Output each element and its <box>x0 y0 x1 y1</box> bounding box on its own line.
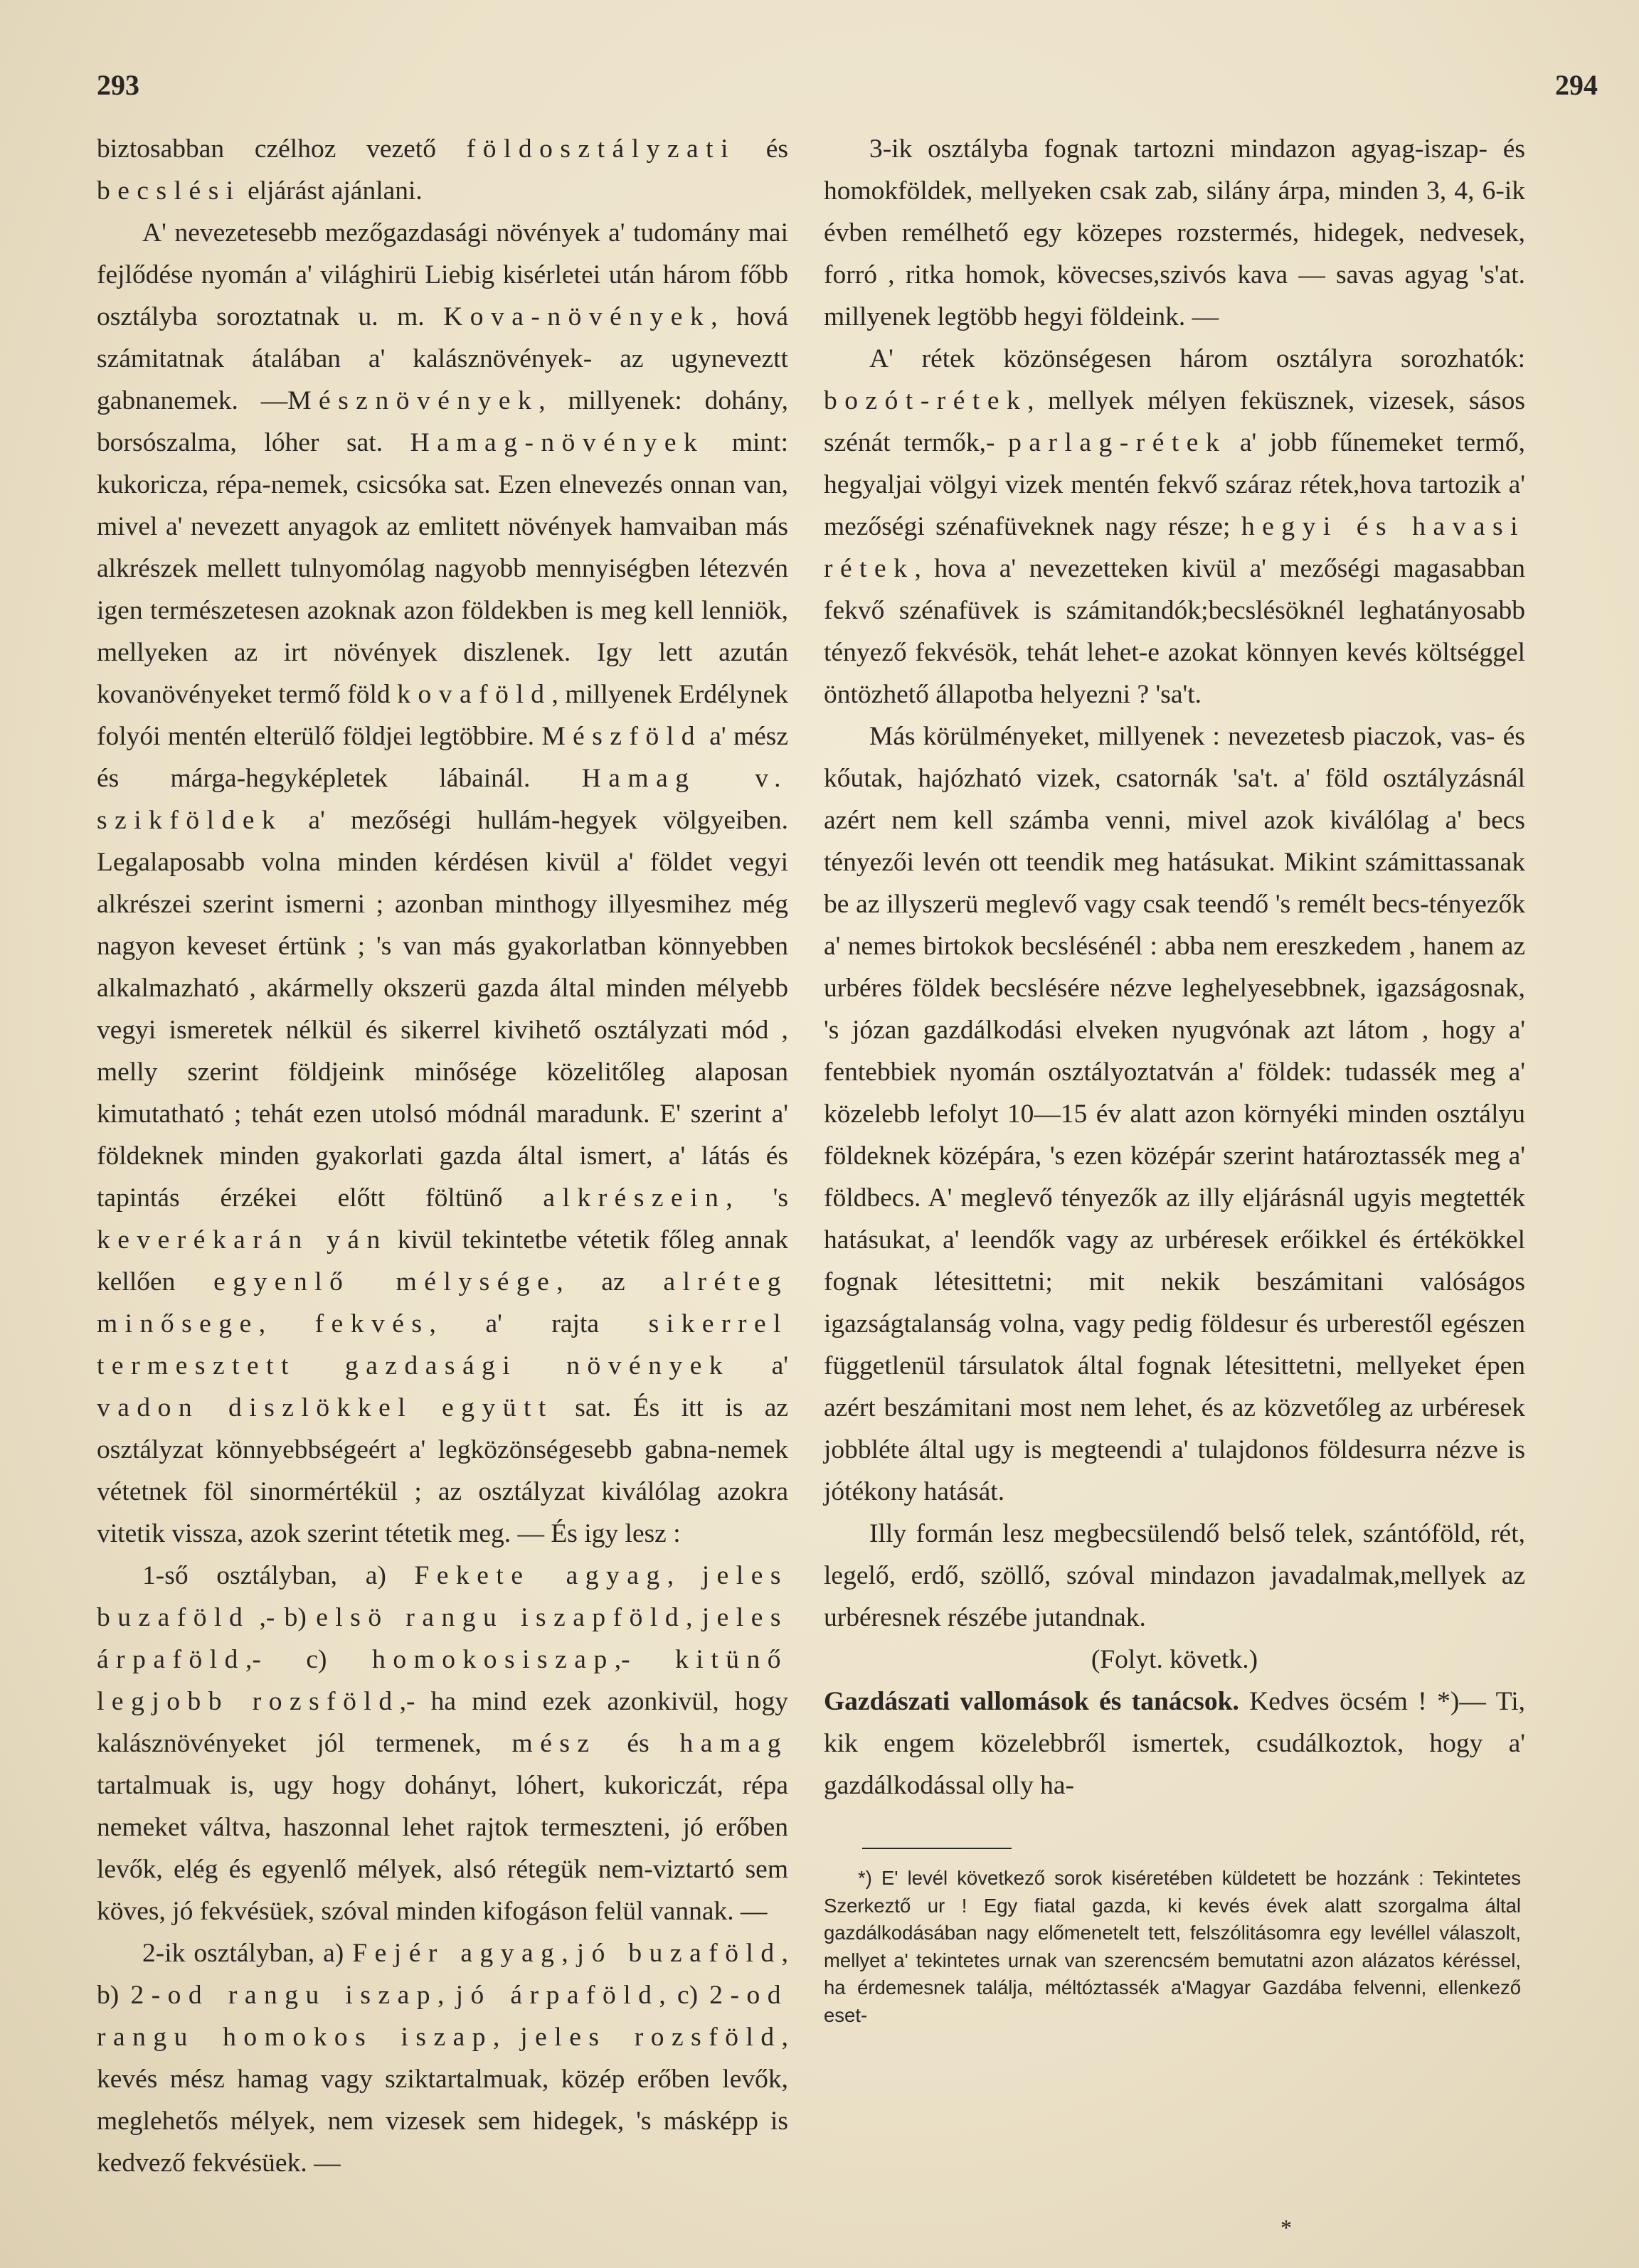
text-run: Illy formán lesz megbecsülendő belső telek, szántóföld, rét, legelő, erdő, szöllő, szóval mindazon javadalmak,mellyek az urbéresnek részébe jutandnak. <box>824 1519 1525 1632</box>
text-run: , c) <box>659 1981 710 2010</box>
spaced-term: becslési <box>97 176 241 206</box>
text-run: , <box>686 1603 702 1632</box>
spaced-term: elsö rangu iszapföld <box>316 1603 686 1632</box>
paragraph-r6 <box>824 1681 1525 1806</box>
text-run: A' rétek közönségesen három osztályra sorozhatók: <box>869 344 1525 373</box>
spaced-term: jeles buzaföld <box>97 1561 788 1632</box>
right-column <box>824 128 1525 1806</box>
paragraph-r5 <box>824 1639 1525 1681</box>
spaced-term: sikerrel termesztett gazdasági növények <box>97 1309 789 1380</box>
text-run: 2-ik osztályban, a) <box>142 1939 353 1968</box>
text-run: mint: kukoricza, répa-nemek, csicsóka sat. Ezen elnevezés onnan van, mivel a' nevezett anyagok az emlitett növények hamvaiban más alkrészek mellett tulnyomólag nagyobb mennyiségben létezvén igen természetesen azoknak azon földekben is meg kell lenniök, mellyeken az irt növények diszlenek. Igy lett azután kovanövényeket termő föld <box>97 428 788 709</box>
paragraph-l3 <box>97 1555 788 1932</box>
text-run: tartalmuak is, ugy hogy dohányt, lóhert, kukoriczát, répa nemeket váltva, haszonnal lehet rajtok termeszteni, jó erőben levők, elég és egyenlő mélyek, alsó rétegük nem-viztartó sem köves, jó fekvésüek, szóval minden kifogáson felül vannak. — <box>97 1771 788 1926</box>
page-number-right: 294 <box>1555 69 1598 101</box>
spaced-term: bozót-rétek <box>824 386 1028 415</box>
text-run: a' mész és márga-hegyképletek lábainál. <box>97 722 789 793</box>
text-run: , kevés mész hamag vagy sziktartalmuak, közép erőben levők, meglehetős mélyek, nem vizesek sem hidegek, 's másképp is kedvező fekvésüek. — <box>97 2023 788 2178</box>
spaced-term: Kova-növények <box>443 302 711 331</box>
text-run: és <box>736 134 788 164</box>
text-run: ,- c) <box>245 1645 373 1674</box>
page-number-left: 293 <box>97 69 139 101</box>
text-run: Más körülményeket, millyenek : nevezetesb piaczok, vas- és kőutak, hajózható vizek, csatornák 'sa't. a' föld osztályzásnál azért nem kell számba venni, mivel azok kiválólag a' becs tényezői levén ott teendik meg hatásukat. Mikint számittassanak be az illyszerü meglevő vagy csak teendő 's remélt becs-tényezők a' nemes birtokok becslésénél : abba nem ereszkedem , hanem az urbéres földek becslésére nézve leghelyesebbnek, igazságosnak, 's józan gazdálkodási elveken nyugvónak azt látom , hogy a' fentebbiek nyomán osztályoztatván a' földek: tudassék meg a' közelebb lefolyt 10—15 év alatt azon környéki minden osztályu földeknek középára, 's ezen középár szerint határoztassék meg a' földbecs. A' meglevő tényezők az illy eljárásnál ugyis megtették hatásukat, a' leendők vagy az urbéresek erőikkel és értékökkel fognak létesittetni; mit nekik beszámitani valóságos igazságtalanság volna, vagy pedig földesur és urberestől egészen függetlenül társulatok által fognak létesittetni, mellyeket épen azért beszámitani most nem lehet, és az közvetőleg az urbéresek jobbléte által ugy is megteendi a' tulajdonos földesurra nézve is jótékony hatását. <box>824 722 1525 1506</box>
text-run: a' jobb fűnemeket termő, hegyaljai völgyi vizek mentén fekvő száraz rétek,hova tartozik a' mezőségi szénafüveknek nagy része; <box>824 428 1525 541</box>
left-column <box>97 128 788 2184</box>
spaced-term: jó árpaföld <box>455 1981 659 2010</box>
text-run: , a' rajta <box>429 1309 649 1338</box>
text-run: , <box>667 1561 702 1590</box>
spaced-term: egyenlő mélysége <box>213 1267 557 1297</box>
spaced-term: Fejér agyag <box>352 1939 562 1968</box>
spaced-term: fekvés <box>314 1309 430 1338</box>
spaced-term: Hamag v. szikföldek <box>97 764 788 835</box>
footnote <box>824 1865 1521 2029</box>
spaced-term: Hamag-növények <box>410 428 705 457</box>
text-run: a' mezőségi hullám-hegyek völgyeiben. Legalaposabb volna minden kérdésen kivül a' földet vegyi alkrészei szerint ismerni ; azonban minthogy illyesmihez még nagyon keveset értünk ; 's van más gyakorlatban könnyebben alkalmazható , akármelly okszerü gazda által minden mélyebb vegyi ismeretek nélkül és sikerrel kivihető osztályzati mód , melly szerint földjeink minősége közelitőleg alaposan kimutatható ; tehát ezen utolsó módnál maradunk. E' szerint a' földeknek minden gyakorlati gazda által ismert, a' látás és tapintás érzékei előtt föltünő <box>97 806 788 1213</box>
text-run: (Folyt. követk.) <box>1091 1645 1258 1674</box>
text-run: 3-ik osztályba fognak tartozni mindazon agyag-iszap- és homokföldek, mellyeken csak zab, silány árpa, minden 3, 4, 6-ik évben remélhető egy közepes rozstermés, hidegek, nedvesek, forró , ritka homok, kövecses,szivós kava — savas agyag 's'at. millyenek legtöbb hegyi földeink. — <box>824 134 1525 331</box>
text-run: kivül tekintetbe vétetik főleg annak kellően <box>97 1225 788 1297</box>
text-run: , az <box>556 1267 664 1297</box>
paragraph-r1 <box>824 128 1525 338</box>
text-run: , millyenek Erdélynek folyói mentén elterülő földjei legtöbbire. <box>97 680 788 751</box>
spaced-term: jeles árpaföld <box>97 1603 788 1674</box>
text-run: ,- ha mind ezek azonkivül, hogy kalásznövényeket jól termenek, <box>97 1687 788 1758</box>
paragraph-l4 <box>97 1932 788 2184</box>
spaced-term: kovaföld <box>397 680 552 709</box>
text-run: , <box>561 1939 577 1968</box>
paragraph-r3 <box>824 715 1525 1513</box>
text-run: A' nevezetesebb mezőgazdasági növények a' tudomány mai fejlődése nyomán a' világhirü Liebig kisérletei után három főbb osztályba soroztatnak u. m. <box>97 218 788 331</box>
spaced-term: keverékarán yán <box>97 1225 388 1255</box>
text-run: , hova a' nevezetteken kivül a' mezőségi magasabban fekvő szénafüvek is számitandók;becslésöknél leghatányosabb tényező fekvésök, tehát lehet-e azokat könnyen kevés költséggel öntözhető állapotba helyezni ? 'sa't. <box>824 554 1525 709</box>
spaced-term: vadon diszlökkel együtt <box>97 1393 553 1422</box>
spaced-term: alkrészein <box>543 1183 726 1213</box>
text-run: , 's <box>726 1183 788 1213</box>
text-run: , <box>493 2023 521 2052</box>
spaced-term: 2-od rangu homokos iszap <box>97 1981 789 2052</box>
spaced-term: alréteg minősege <box>97 1267 788 1338</box>
spaced-term: Mésznövények <box>287 386 539 415</box>
paragraph-r2 <box>824 338 1525 715</box>
text-run: , <box>258 1309 315 1338</box>
text-run: biztosabban czélhoz vezető <box>97 134 467 164</box>
paragraph-l2 <box>97 212 788 1555</box>
spaced-term: 2-od rangu iszap <box>130 1981 437 2010</box>
spaced-term: jó buzaföld <box>576 1939 782 1968</box>
spaced-term: mész <box>511 1729 597 1758</box>
text-run: , b) <box>97 1939 788 2010</box>
text-run: sat. És itt is az osztályzat könnyebbségeért a' legközönségesebb gabna-nemek vétetnek föl sinormértékül ; az osztályzat kiválólag azokra vitetik vissza, azok szerint tétetik meg. — És igy lesz : <box>97 1393 788 1548</box>
spaced-term: hamag <box>679 1729 788 1758</box>
footnote-text: *) E' levél következő sorok kiséretében küldetett be hozzánk : Tekintetes Szerkeztő ur ! Egy fiatal gazda, ki kevés évek alatt szorgalma által gazdálkodásában nagy előmenetelt tett, felszólitásomra egy levéllel válaszolt, mellyet a' tekintetes urnak van szerencsém bemutatni azon alázatos kéréssel, ha érdemesnek találja, méltóztassék a'Magyar Gazdába felvenni, ellenkező eset- <box>824 1867 1521 2026</box>
spaced-term: Mészföld <box>541 722 702 751</box>
spaced-term: parlag-rétek <box>1008 428 1227 457</box>
text-run: Kedves öcsém ! *)— Ti, kik engem közelebbről ismertek, csudálkoztok, hogy a' gazdálkodással olly ha- <box>824 1687 1525 1800</box>
paragraph-r4 <box>824 1513 1525 1639</box>
text-run: ,- <box>614 1645 676 1674</box>
spaced-term: Fekete agyag <box>414 1561 667 1590</box>
spaced-term: hegyi és havasi rétek <box>824 512 1525 583</box>
text-run: ,- b) <box>250 1603 317 1632</box>
spaced-term: homokosiszap <box>372 1645 615 1674</box>
text-run: , <box>437 1981 456 2010</box>
text-run: eljárást ajánlani. <box>240 176 423 206</box>
paragraph-l1 <box>97 128 788 212</box>
article-heading: Gazdászati vallomások és tanácsok. <box>824 1687 1239 1716</box>
text-run: , mellyek mélyen feküsznek, vizesek, sásos szénát termők,- <box>824 386 1525 457</box>
catchword-star: * <box>1280 2215 1292 2240</box>
text-run: 1-ső osztályban, a) <box>142 1561 415 1590</box>
spaced-term: földosztályzati <box>466 134 736 164</box>
spaced-term: kitünő legjobb rozsföld <box>97 1645 788 1716</box>
spaced-term: jeles rozsföld <box>520 2023 782 2052</box>
text-run: , hová számitatnak átalában a' kalásznövények- az ugyneveztt gabnanemek. — <box>97 302 788 415</box>
text-run: , millyenek: dohány, borsószalma, lóher sat. <box>97 386 789 457</box>
text-run: a' <box>730 1351 788 1380</box>
footnote-rule <box>862 1848 1012 1849</box>
text-run: és <box>596 1729 680 1758</box>
